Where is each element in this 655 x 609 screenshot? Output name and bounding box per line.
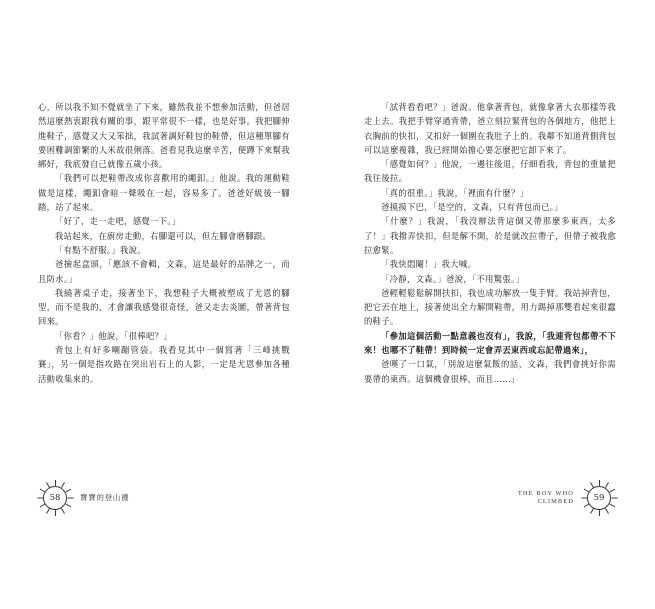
- paragraph: 「好了，走一走吧，感覺一下。」: [55, 216, 181, 227]
- paragraph: 背包上有好多嘲蹦管袋。我看見其中一個寫著「三峰挑戰賽」，另一個是指攻路在突出岩石上的人影，一定是尤恩參加各種活動收集來的。: [38, 345, 290, 384]
- sunburst-ornament-icon: [582, 481, 616, 515]
- left-page-footer: [38, 481, 290, 515]
- paragraph: 「我快悶閹！」我大喊。: [381, 259, 477, 270]
- paragraph: 「真的很重。」我說，「裡面有什麼？」: [381, 187, 529, 198]
- paragraph: 爸嘆了一口氣，「別說這麼氣餒的話，文森，我們會挑好你需要帶的東西。這個機會很棒，而且……」: [364, 359, 616, 384]
- paragraph: 「冷靜，文森。」爸說，「不用驚張。」: [381, 273, 525, 284]
- sunburst-ornament-icon: [38, 481, 72, 515]
- paragraph: 我站起來，在廚房走動，右腳還可以，但左腳會磨腳跟。: [55, 230, 272, 241]
- running-foot-line-1: THE BOY WHO: [517, 490, 574, 497]
- paragraph: 爸摸摸下巴，「是空的，文森，只有背包而已。」: [381, 202, 563, 213]
- right-page-text: [364, 100, 616, 386]
- paragraph: 「我們可以把鞋帶改成你喜歡用的繩釦。」他說。我的運動鞋做是這樣，繩釦會暗一聲吸在一起，容易多了。爸爸好級後一腳踏，站了起來。: [38, 173, 290, 213]
- paragraph: 心，所以我不知不覺就坐了下來，雖然我並不想參加活動，但爸居然這麼熱衷跟我有關的事，跟平常很不一樣，也是好事。我把腳伸進鞋子，感覺又大又笨拙，我試著調好鞋包的鞋帶，但這種單腳有要困難調節繁的人米故很俐落。爸看見我這麼辛苦，便蹲下來幫我綁好，我底發自己就像五歲小孩。: [38, 102, 290, 170]
- page-number: 59: [593, 493, 605, 503]
- right-page-footer: [364, 481, 616, 515]
- paragraph: 爸輕輕鬆鬆解開扶扣，我也成功解放一隻手臂。我站掉背包，把它丟在地上，接著使出全力解開鞋帶，用力踢掉那雙看起來很蠢的鞋子。: [364, 287, 616, 327]
- page-number: 58: [49, 493, 61, 503]
- paragraph: 「什麼？」我說，「我沒辦法背這個又帶那麼多東西，太多了！」我撥弄快扣，但是解不開，於是就改拉帶子，但帶子被我愈拉愈緊。: [364, 216, 616, 255]
- right-page: [328, 0, 655, 609]
- paragraph: 爸撿起盒頭，「應該不會輯，文森，這是最好的品牌之一，而且防水。」: [38, 259, 290, 284]
- paragraph: 「你看？」他說，「很棒吧？」: [55, 330, 172, 341]
- paragraph: 我繞著桌子走，接著坐下，我想鞋子大概被塑成了尤恩的腳型，而不是我的，才會讓我感覺很奇怪，爸又走去炎圖，帶著背包回來。: [38, 287, 290, 327]
- paragraph: 「感覺如何？」他說，一邊往後退，仔細看我，背包的重量把我往後拉。: [364, 159, 616, 184]
- running-foot: [518, 490, 574, 506]
- paragraph: 「試背看看吧？」爸說。他拿著背包，就像拿著大衣那樣等我走上去。我把手臂穿過背帶，爸立刻拉緊背包的各個地方，他把上衣胸前的快扣，又扣好一個圍在我肚子上的。我鄰不知道背側背包可以這麼複雜，我已經開始擔心要怎麼把它卸下來了。: [364, 102, 616, 155]
- left-page: [0, 0, 327, 609]
- running-foot: 寶寶的登山襪: [80, 493, 130, 502]
- left-page-text: [38, 100, 290, 386]
- paragraph: 「參加這個活動一點意義也沒有」，我說，「我連背包都帶不下來！也哪不了鞋帶！到時候一定會弄丟東西或忘記帶過來」，: [364, 330, 616, 356]
- running-foot-line-2: CLIMBED: [537, 498, 574, 505]
- paragraph: 「有點不舒服。」我說。: [55, 244, 146, 255]
